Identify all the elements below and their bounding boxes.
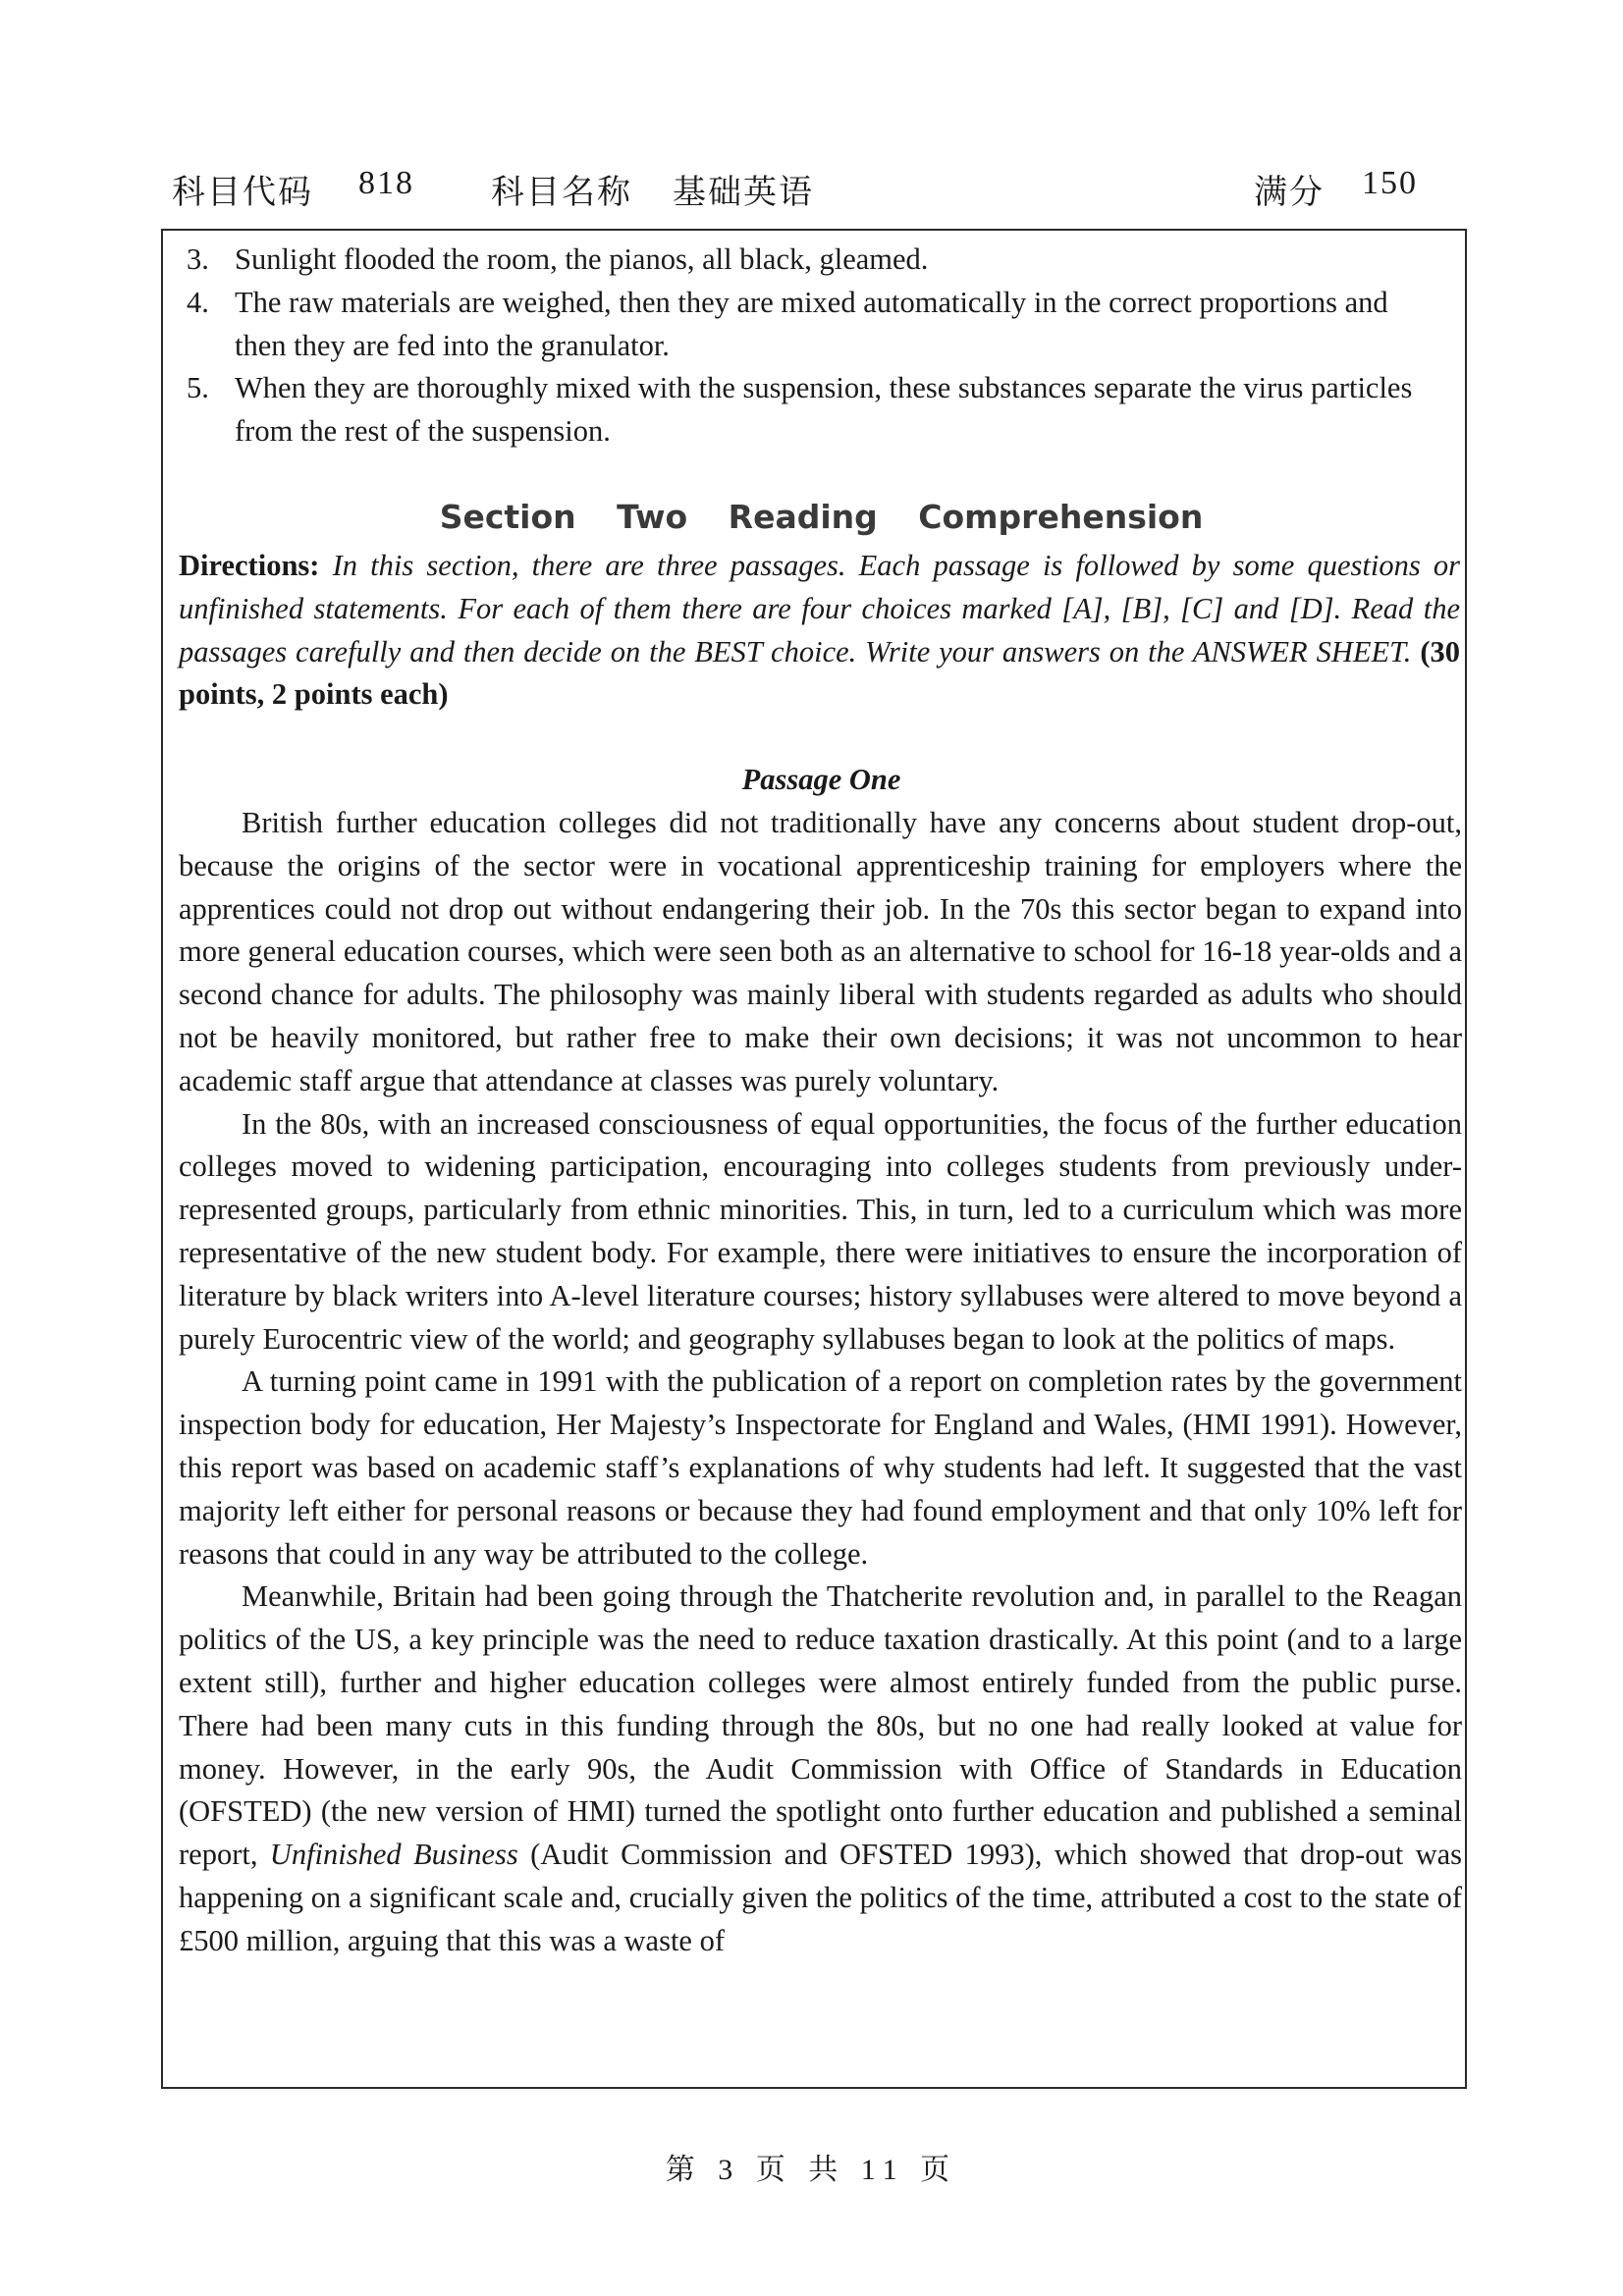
passage-one bbox=[179, 802, 1464, 1963]
sentence-item bbox=[179, 239, 1464, 282]
directions-label: Directions: bbox=[179, 548, 320, 582]
passage-paragraph: British further education colleges did not traditionally have any concerns about student drop-out, because the origins of the sector were in vocational apprenticeship training for employers where the apprentices could not drop out without endangering their job. In the 70s this sector began to expand into more general education courses, which were seen both as an alternative to school for 16-18 year-olds and a second chance for adults. The philosophy was mainly liberal with students regarded as adults who should not be heavily monitored, but rather free to make their own decisions; it was not uncommon to hear academic staff argue that attendance at classes was purely voluntary. bbox=[179, 805, 1462, 1097]
sentence-text: When they are thoroughly mixed with the suspension, these substances separate the virus particles from the rest of the suspension. bbox=[235, 371, 1413, 449]
exam-header bbox=[172, 165, 1429, 224]
sentence-text: Sunlight flooded the room, the pianos, all black, gleamed. bbox=[235, 242, 929, 276]
section-title: Section Two Reading Comprehension bbox=[439, 497, 1204, 536]
directions-text: In this section, there are three passages. Each passage is followed by some questions or unfinished statements. For each of them there are four choices marked [A], [B], [C] and [D]. Read the passages carefully and then decide on the BEST choice. Write your answers on the ANSWER SHEET. bbox=[179, 548, 1460, 668]
sentence-item bbox=[179, 282, 1464, 368]
book-title: Unfinished Business bbox=[269, 1838, 518, 1872]
sentence-text: The raw materials are weighed, then they are mixed automatically in the correct proportions and then they are fed into the granulator. bbox=[235, 285, 1388, 362]
sentence-list bbox=[179, 239, 1464, 454]
subject-code: 818 bbox=[358, 165, 414, 201]
sentence-item bbox=[179, 367, 1464, 454]
paragraph-text: (Audit Commission and OFSTED 1993), which showed that drop-out was happening on a significant scale and, crucially given the politics of the time, attributed a cost to the state of £500 million, arguing that this was a waste of bbox=[179, 1838, 1463, 1957]
passage-paragraph: A turning point came in 1991 with the publication of a report on completion rates by the government inspection body for education, Her Majesty’s Inspectorate for England and Wales, (HMI 1991). However, this report was based on academic staff’s explanations of why students had left. It suggested that the vast majority left either for personal reasons or because they had found employment and that only 10% left for reasons that could in any way be attributed to the college. bbox=[179, 1364, 1462, 1571]
directions bbox=[179, 545, 1464, 717]
directions-points: (30 points, 2 points each) bbox=[179, 634, 1460, 712]
passage-paragraph: In the 80s, with an increased consciousness of equal opportunities, the focus of the further education colleges moved to widening participation, encouraging into colleges students from previously under-represented groups, particularly from ethnic minorities. This, in turn, led to a curriculum which was more representative of the new student body. For example, there were initiatives to ensure the incorporation of literature by black writers into A-level literature courses; history syllabuses were altered to move beyond a purely Eurocentric view of the world; and geography syllabuses began to look at the politics of maps. bbox=[179, 1106, 1462, 1356]
passage-title: Passage One bbox=[741, 763, 901, 797]
full-score-label: 满分 bbox=[1254, 175, 1325, 211]
exam-content-box bbox=[161, 229, 1467, 2089]
sentence-number: 3. bbox=[187, 242, 209, 276]
page-number: 第 3 页 共 11 页 bbox=[665, 2154, 958, 2186]
subject-name-label: 科目名称 bbox=[491, 175, 632, 211]
sentence-number: 5. bbox=[187, 371, 209, 405]
passage-paragraph bbox=[179, 1575, 1464, 1962]
subject-code-label: 科目代码 bbox=[172, 175, 313, 211]
subject-name: 基础英语 bbox=[673, 175, 814, 211]
sentence-number: 4. bbox=[187, 285, 209, 319]
full-score: 150 bbox=[1362, 165, 1418, 201]
paragraph-text: Meanwhile, Britain had been going through the Thatcherite revolution and, in parallel to the Reagan politics of the US, a key principle was the need to reduce taxation drastically. At this point (and to a large extent still), further and higher education colleges were almost entirely funded from the public purse. There had been many cuts in this funding through the 80s, but no one had really looked at value for money. However, in the early 90s, the Audit Commission with Office of Standards in Education (OFSTED) (the new version of HMI) turned the spotlight onto further education and published a seminal report, bbox=[179, 1579, 1462, 1872]
